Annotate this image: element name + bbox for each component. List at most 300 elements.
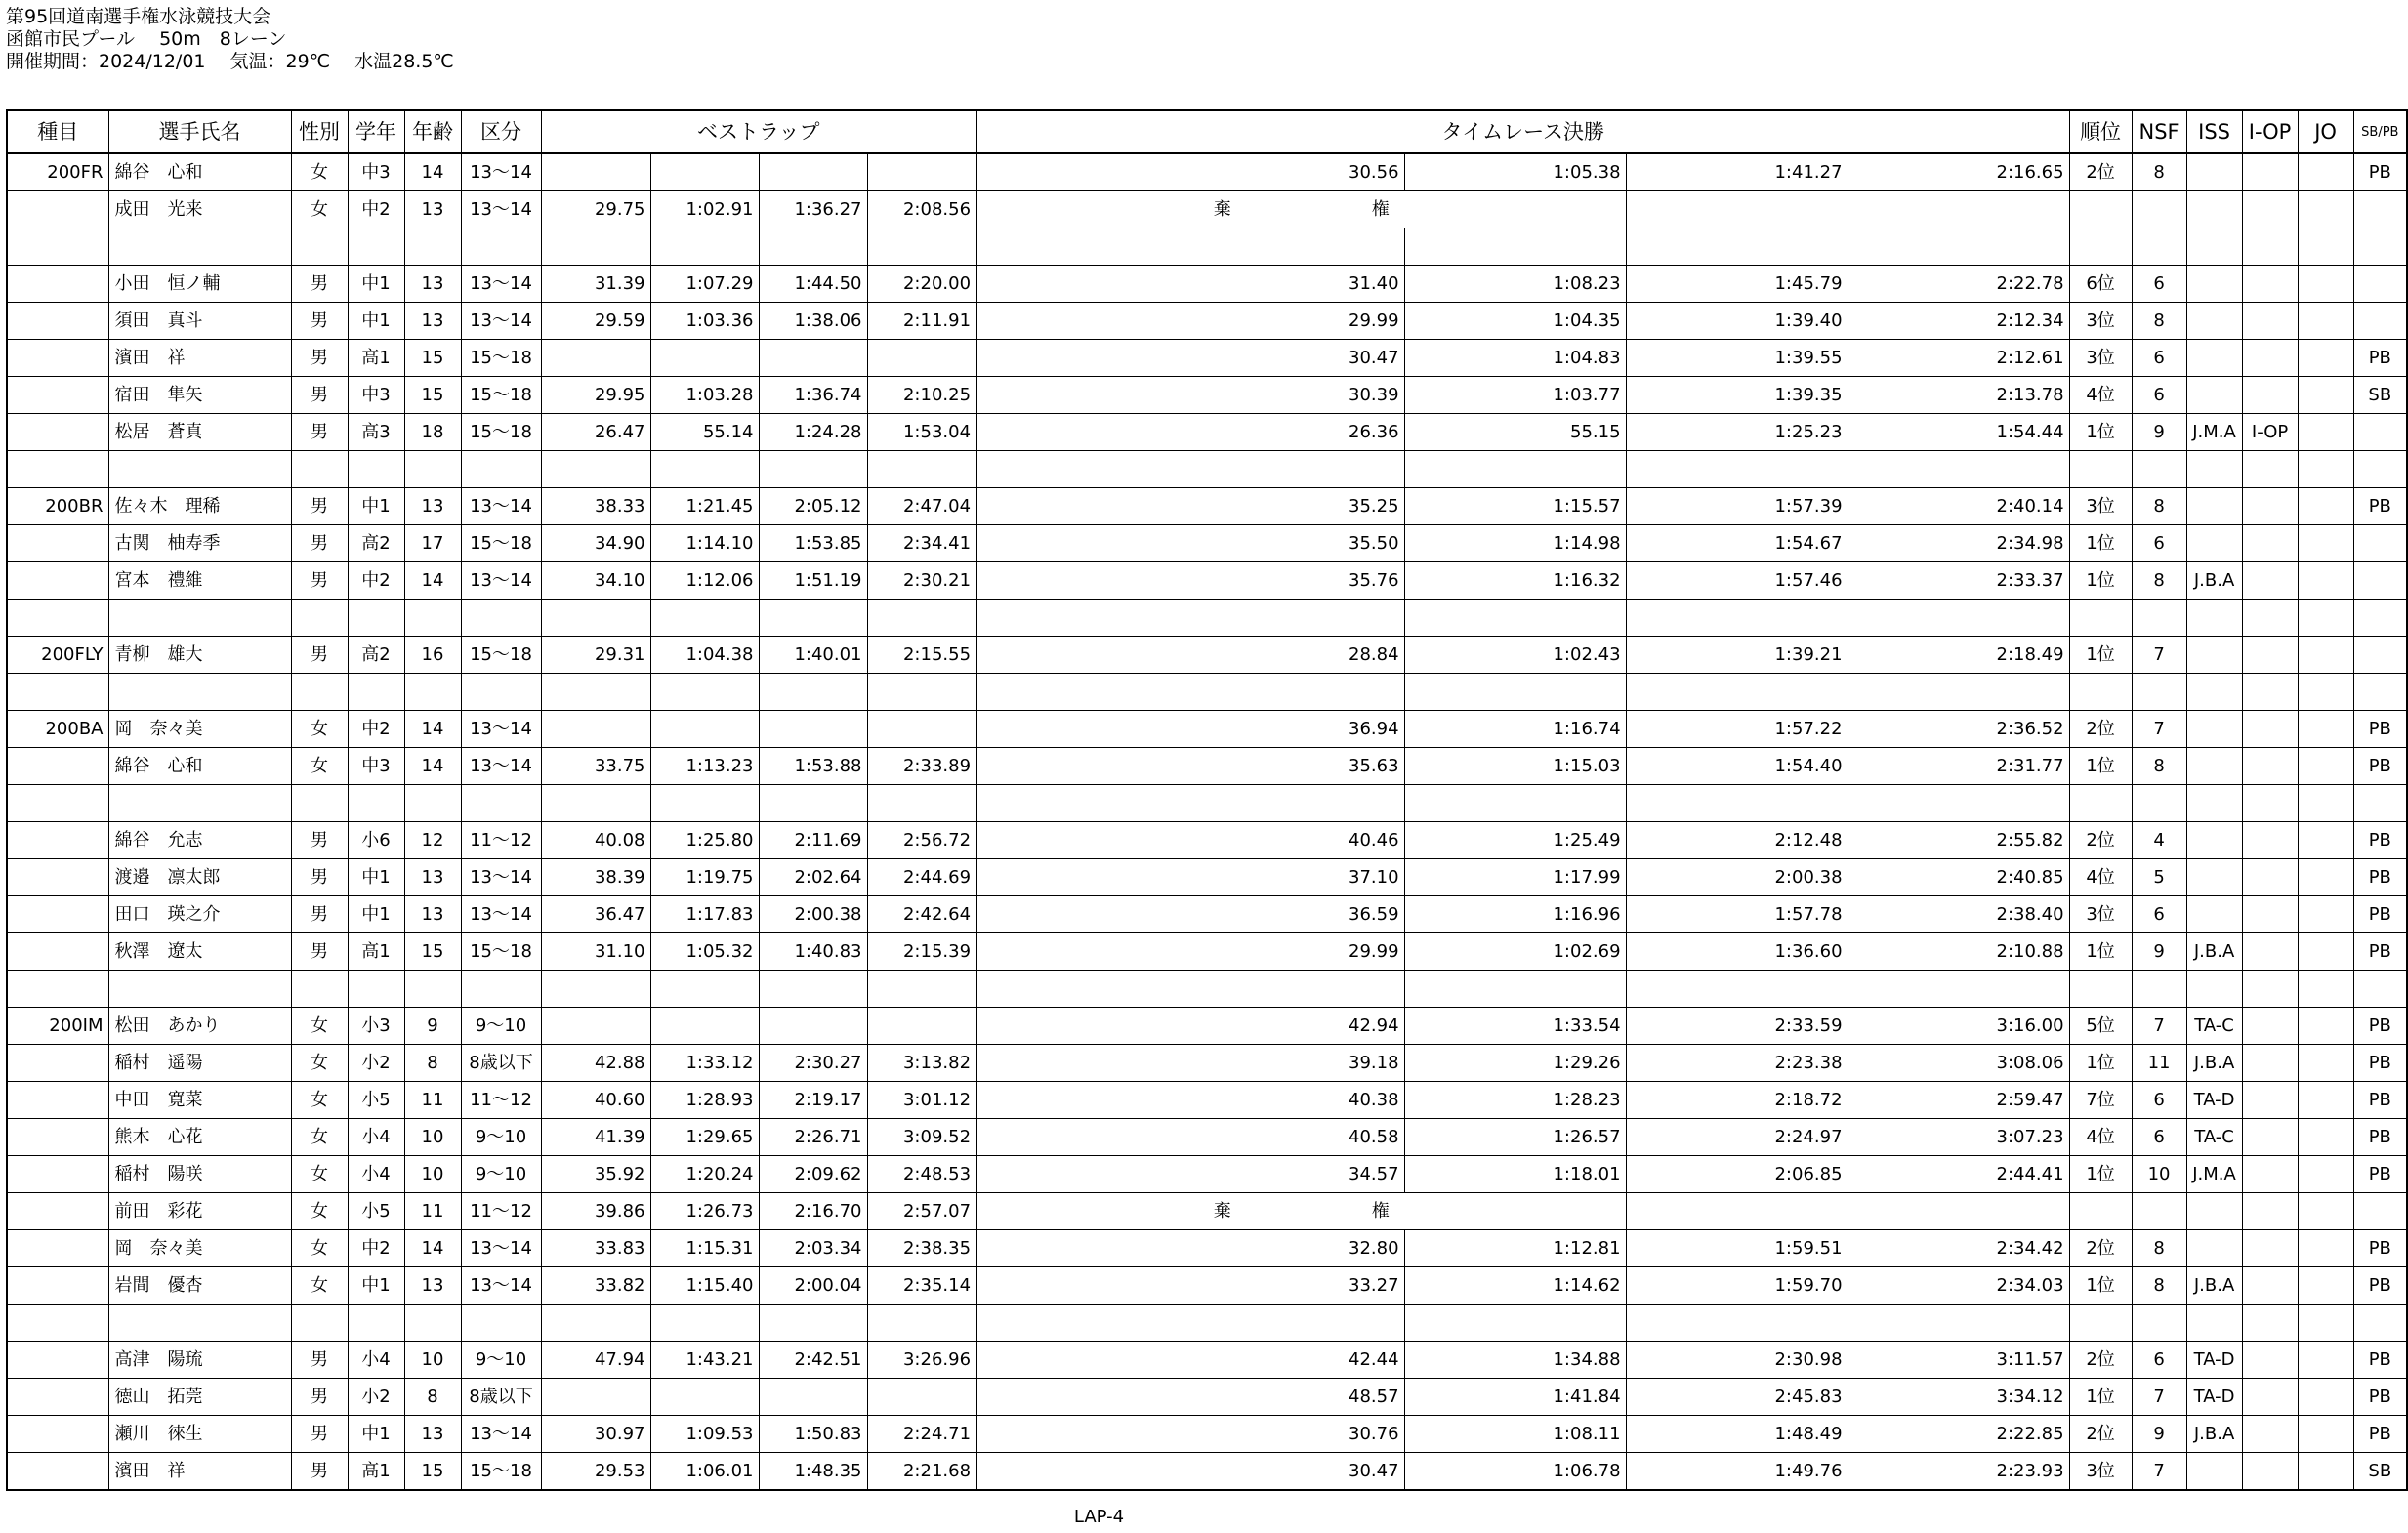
best-lap-split: 29.31: [541, 637, 650, 674]
best-lap-split: [867, 1379, 976, 1416]
best-lap-split: 1:19.75: [650, 859, 759, 896]
empty-cell: [291, 228, 348, 266]
grade-cell: 中1: [348, 859, 404, 896]
empty-cell: [2353, 785, 2407, 822]
empty-cell: [108, 451, 291, 488]
grade-cell: 中1: [348, 896, 404, 933]
best-lap-split: 2:56.72: [867, 822, 976, 859]
final-split: 1:12.81: [1404, 1230, 1626, 1267]
empty-cell: [2132, 971, 2186, 1008]
age-cell: 14: [404, 562, 461, 600]
empty-cell: [759, 600, 867, 637]
rank-cell: 3位: [2069, 1453, 2132, 1491]
event-cell: [7, 1416, 108, 1453]
event-cell: [7, 933, 108, 971]
nsf-cell: 4: [2132, 822, 2186, 859]
swimmer-name: 松居 蒼真: [108, 414, 291, 451]
empty-cell: [2242, 228, 2298, 266]
best-lap-split: 1:53.88: [759, 748, 867, 785]
final-split: 26.36: [976, 414, 1404, 451]
sex-cell: 男: [291, 525, 348, 562]
age-cell: 13: [404, 1267, 461, 1305]
sex-cell: 男: [291, 414, 348, 451]
event-cell: [7, 1193, 108, 1230]
jo-cell: [2298, 1156, 2353, 1193]
best-lap-split: 1:21.45: [650, 488, 759, 525]
empty-cell: [348, 600, 404, 637]
sbpb-cell: PB: [2353, 859, 2407, 896]
empty-cell: [2353, 451, 2407, 488]
best-lap-split: [867, 153, 976, 191]
sex-cell: 男: [291, 488, 348, 525]
final-split: 1:16.96: [1404, 896, 1626, 933]
iss-cell: [2186, 153, 2242, 191]
final-split: [1848, 1193, 2069, 1230]
table-row: [7, 525, 2407, 562]
empty-cell: [461, 600, 541, 637]
best-lap-split: 35.92: [541, 1156, 650, 1193]
final-split: 2:34.03: [1848, 1267, 2069, 1305]
best-lap-split: 1:15.40: [650, 1267, 759, 1305]
nsf-cell: 6: [2132, 1119, 2186, 1156]
sbpb-cell: [2353, 637, 2407, 674]
rank-cell: 2位: [2069, 1416, 2132, 1453]
final-split: 1:54.67: [1626, 525, 1848, 562]
empty-cell: [867, 674, 976, 711]
iss-cell: [2186, 303, 2242, 340]
spacer-row: [7, 971, 2407, 1008]
jo-cell: [2298, 191, 2353, 228]
best-lap-split: 29.95: [541, 377, 650, 414]
empty-cell: [2353, 674, 2407, 711]
swimmer-name: 成田 光来: [108, 191, 291, 228]
grade-cell: 小5: [348, 1193, 404, 1230]
best-lap-split: 29.75: [541, 191, 650, 228]
swimmer-name: 綿谷 心和: [108, 153, 291, 191]
table-row: [7, 711, 2407, 748]
age-cell: 8: [404, 1379, 461, 1416]
final-split: 1:39.21: [1626, 637, 1848, 674]
final-split: 2:12.34: [1848, 303, 2069, 340]
best-lap-split: 2:38.35: [867, 1230, 976, 1267]
division-cell: 8歳以下: [461, 1045, 541, 1082]
empty-cell: [291, 451, 348, 488]
grade-cell: 中2: [348, 1230, 404, 1267]
sbpb-cell: PB: [2353, 711, 2407, 748]
final-split: 42.44: [976, 1342, 1404, 1379]
col-iop: I-OP: [2242, 110, 2298, 153]
final-split: 1:57.78: [1626, 896, 1848, 933]
best-lap-split: 1:29.65: [650, 1119, 759, 1156]
final-split: 39.18: [976, 1045, 1404, 1082]
best-lap-split: 1:02.91: [650, 191, 759, 228]
best-lap-split: 1:25.80: [650, 822, 759, 859]
swimmer-name: 佐々木 理稀: [108, 488, 291, 525]
event-cell: [7, 1379, 108, 1416]
event-cell: 200FLY: [7, 637, 108, 674]
rank-cell: 1位: [2069, 748, 2132, 785]
grade-cell: 小4: [348, 1156, 404, 1193]
iss-cell: [2186, 637, 2242, 674]
division-cell: 13～14: [461, 303, 541, 340]
age-cell: 12: [404, 822, 461, 859]
table-row: [7, 1230, 2407, 1267]
nsf-cell: 8: [2132, 1230, 2186, 1267]
best-lap-split: 1:51.19: [759, 562, 867, 600]
iop-cell: [2242, 488, 2298, 525]
event-cell: [7, 822, 108, 859]
col-iss: ISS: [2186, 110, 2242, 153]
empty-cell: [976, 228, 1404, 266]
empty-cell: [2132, 451, 2186, 488]
final-split: 3:08.06: [1848, 1045, 2069, 1082]
swimmer-name: 松田 あかり: [108, 1008, 291, 1045]
age-cell: 17: [404, 525, 461, 562]
empty-cell: [2186, 785, 2242, 822]
best-lap-split: 2:16.70: [759, 1193, 867, 1230]
best-lap-split: 1:24.28: [759, 414, 867, 451]
best-lap-split: 1:09.53: [650, 1416, 759, 1453]
table-row: [7, 191, 2407, 228]
sex-cell: 女: [291, 191, 348, 228]
final-split: 29.99: [976, 933, 1404, 971]
best-lap-split: 29.59: [541, 303, 650, 340]
division-cell: 15～18: [461, 525, 541, 562]
final-split: 1:03.77: [1404, 377, 1626, 414]
empty-cell: [1404, 785, 1626, 822]
event-cell: [7, 1230, 108, 1267]
empty-cell: [7, 971, 108, 1008]
final-split: 2:10.88: [1848, 933, 2069, 971]
jo-cell: [2298, 1230, 2353, 1267]
nsf-cell: 8: [2132, 1267, 2186, 1305]
iop-cell: [2242, 377, 2298, 414]
best-lap-split: 1:48.35: [759, 1453, 867, 1491]
grade-cell: 中1: [348, 266, 404, 303]
final-split: 1:15.03: [1404, 748, 1626, 785]
swimmer-name: 稲村 遥陽: [108, 1045, 291, 1082]
best-lap-split: [650, 1008, 759, 1045]
final-split: 2:34.42: [1848, 1230, 2069, 1267]
jo-cell: [2298, 822, 2353, 859]
best-lap-split: 1:53.04: [867, 414, 976, 451]
empty-cell: [1404, 228, 1626, 266]
date-weather-line: 開催期間：2024/12/01 気温：29℃ 水温28.5℃: [6, 51, 454, 72]
empty-cell: [404, 451, 461, 488]
best-lap-split: 2:00.38: [759, 896, 867, 933]
rank-cell: 1位: [2069, 414, 2132, 451]
empty-cell: [2069, 971, 2132, 1008]
nsf-cell: 8: [2132, 303, 2186, 340]
best-lap-split: 40.60: [541, 1082, 650, 1119]
empty-cell: [404, 1305, 461, 1342]
empty-cell: [1626, 785, 1848, 822]
empty-cell: [541, 228, 650, 266]
swimmer-name: 綿谷 允志: [108, 822, 291, 859]
event-cell: [7, 1119, 108, 1156]
nsf-cell: 8: [2132, 562, 2186, 600]
sex-cell: 女: [291, 748, 348, 785]
sex-cell: 男: [291, 859, 348, 896]
empty-cell: [108, 971, 291, 1008]
empty-cell: [759, 674, 867, 711]
empty-cell: [461, 971, 541, 1008]
best-lap-split: [541, 1379, 650, 1416]
grade-cell: 中3: [348, 153, 404, 191]
sex-cell: 男: [291, 562, 348, 600]
iop-cell: I-OP: [2242, 414, 2298, 451]
final-split: [1626, 191, 1848, 228]
nsf-cell: 9: [2132, 414, 2186, 451]
final-split: 29.99: [976, 303, 1404, 340]
final-split: 1:57.22: [1626, 711, 1848, 748]
sex-cell: 男: [291, 933, 348, 971]
division-cell: 13～14: [461, 488, 541, 525]
best-lap-split: 2:08.56: [867, 191, 976, 228]
final-split: 2:59.47: [1848, 1082, 2069, 1119]
grade-cell: 中3: [348, 748, 404, 785]
age-cell: 9: [404, 1008, 461, 1045]
sex-cell: 女: [291, 1193, 348, 1230]
grade-cell: 中2: [348, 711, 404, 748]
empty-cell: [2242, 971, 2298, 1008]
nsf-cell: [2132, 191, 2186, 228]
swimmer-name: 小田 恒ノ輔: [108, 266, 291, 303]
empty-cell: [759, 1305, 867, 1342]
best-lap-split: 1:36.27: [759, 191, 867, 228]
final-split: [1626, 1193, 1848, 1230]
rank-cell: 1位: [2069, 525, 2132, 562]
age-cell: 10: [404, 1342, 461, 1379]
sbpb-cell: PB: [2353, 1342, 2407, 1379]
swimmer-name: 岡 奈々美: [108, 711, 291, 748]
iop-cell: [2242, 822, 2298, 859]
best-lap-split: 1:15.31: [650, 1230, 759, 1267]
sbpb-cell: [2353, 525, 2407, 562]
rank-cell: 1位: [2069, 1379, 2132, 1416]
iss-cell: [2186, 1453, 2242, 1491]
event-cell: [7, 266, 108, 303]
event-cell: [7, 1267, 108, 1305]
age-cell: 13: [404, 488, 461, 525]
best-lap-split: 2:10.25: [867, 377, 976, 414]
empty-cell: [348, 451, 404, 488]
nsf-cell: 6: [2132, 896, 2186, 933]
grade-cell: 中1: [348, 303, 404, 340]
swimmer-name: 岡 奈々美: [108, 1230, 291, 1267]
rank-cell: 1位: [2069, 1045, 2132, 1082]
best-lap-split: 34.90: [541, 525, 650, 562]
empty-cell: [2298, 785, 2353, 822]
event-cell: 200BA: [7, 711, 108, 748]
nsf-cell: 6: [2132, 1082, 2186, 1119]
division-cell: 15～18: [461, 933, 541, 971]
best-lap-split: [759, 340, 867, 377]
best-lap-split: 2:44.69: [867, 859, 976, 896]
final-split: 2:38.40: [1848, 896, 2069, 933]
empty-cell: [1626, 674, 1848, 711]
grade-cell: 中2: [348, 562, 404, 600]
best-lap-split: 3:13.82: [867, 1045, 976, 1082]
best-lap-split: [650, 340, 759, 377]
best-lap-split: 38.39: [541, 859, 650, 896]
final-split: 2:40.85: [1848, 859, 2069, 896]
age-cell: 15: [404, 1453, 461, 1491]
final-split: 1:41.27: [1626, 153, 1848, 191]
final-split: 1:39.40: [1626, 303, 1848, 340]
sex-cell: 男: [291, 1379, 348, 1416]
empty-cell: [2132, 785, 2186, 822]
empty-cell: [976, 1305, 1404, 1342]
final-split: 42.94: [976, 1008, 1404, 1045]
sex-cell: 女: [291, 1045, 348, 1082]
col-division: 区分: [461, 110, 541, 153]
nsf-cell: 10: [2132, 1156, 2186, 1193]
spacer-row: [7, 1305, 2407, 1342]
empty-cell: [1848, 600, 2069, 637]
age-cell: 14: [404, 1230, 461, 1267]
final-split: 37.10: [976, 859, 1404, 896]
final-split: 1:54.40: [1626, 748, 1848, 785]
best-lap-split: [759, 711, 867, 748]
nsf-cell: 6: [2132, 1342, 2186, 1379]
nsf-cell: 8: [2132, 748, 2186, 785]
final-split: 33.27: [976, 1267, 1404, 1305]
grade-cell: 小4: [348, 1119, 404, 1156]
sex-cell: 女: [291, 1119, 348, 1156]
age-cell: 16: [404, 637, 461, 674]
empty-cell: [461, 785, 541, 822]
empty-cell: [650, 971, 759, 1008]
best-lap-split: 2:05.12: [759, 488, 867, 525]
iop-cell: [2242, 1379, 2298, 1416]
sbpb-cell: PB: [2353, 896, 2407, 933]
best-lap-split: 1:40.83: [759, 933, 867, 971]
best-lap-split: 2:30.21: [867, 562, 976, 600]
nsf-cell: 6: [2132, 377, 2186, 414]
empty-cell: [348, 971, 404, 1008]
division-cell: 13～14: [461, 191, 541, 228]
rank-cell: 2位: [2069, 822, 2132, 859]
empty-cell: [2242, 785, 2298, 822]
final-split: 3:11.57: [1848, 1342, 2069, 1379]
iss-cell: [2186, 1193, 2242, 1230]
col-name: 選手氏名: [108, 110, 291, 153]
empty-cell: [541, 785, 650, 822]
best-lap-split: 1:03.28: [650, 377, 759, 414]
best-lap-split: 2:42.51: [759, 1342, 867, 1379]
division-cell: 13～14: [461, 748, 541, 785]
division-cell: 8歳以下: [461, 1379, 541, 1416]
rank-cell: 1位: [2069, 637, 2132, 674]
grade-cell: 中1: [348, 1416, 404, 1453]
final-split: 30.56: [976, 153, 1404, 191]
division-cell: 9～10: [461, 1156, 541, 1193]
iop-cell: [2242, 1119, 2298, 1156]
best-lap-split: 1:28.93: [650, 1082, 759, 1119]
best-lap-split: [759, 153, 867, 191]
sbpb-cell: SB: [2353, 377, 2407, 414]
jo-cell: [2298, 1267, 2353, 1305]
grade-cell: 高2: [348, 637, 404, 674]
table-row: [7, 1119, 2407, 1156]
age-cell: 14: [404, 153, 461, 191]
empty-cell: [348, 1305, 404, 1342]
empty-cell: [541, 971, 650, 1008]
jo-cell: [2298, 859, 2353, 896]
final-split: 35.76: [976, 562, 1404, 600]
iop-cell: [2242, 303, 2298, 340]
best-lap-split: 55.14: [650, 414, 759, 451]
empty-cell: [1848, 785, 2069, 822]
sex-cell: 男: [291, 377, 348, 414]
rank-cell: 2位: [2069, 153, 2132, 191]
empty-cell: [348, 228, 404, 266]
final-split: 1:26.57: [1404, 1119, 1626, 1156]
best-lap-split: [867, 711, 976, 748]
swimmer-name: 瀬川 徠生: [108, 1416, 291, 1453]
final-split: 3:34.12: [1848, 1379, 2069, 1416]
final-split: 35.50: [976, 525, 1404, 562]
best-lap-split: [867, 340, 976, 377]
event-cell: [7, 303, 108, 340]
final-split: 2:40.14: [1848, 488, 2069, 525]
sex-cell: 女: [291, 1082, 348, 1119]
swimmer-name: 前田 彩花: [108, 1193, 291, 1230]
best-lap-split: 31.10: [541, 933, 650, 971]
col-grade: 学年: [348, 110, 404, 153]
empty-cell: [7, 600, 108, 637]
jo-cell: [2298, 1342, 2353, 1379]
iss-cell: [2186, 859, 2242, 896]
grade-cell: 高2: [348, 525, 404, 562]
sbpb-cell: [2353, 562, 2407, 600]
age-cell: 13: [404, 859, 461, 896]
col-rank: 順位: [2069, 110, 2132, 153]
table-row: [7, 1416, 2407, 1453]
empty-cell: [759, 785, 867, 822]
empty-cell: [7, 1305, 108, 1342]
age-cell: 18: [404, 414, 461, 451]
swimmer-name: 綿谷 心和: [108, 748, 291, 785]
empty-cell: [2132, 1305, 2186, 1342]
jo-cell: [2298, 1193, 2353, 1230]
division-cell: 13～14: [461, 1416, 541, 1453]
iop-cell: [2242, 153, 2298, 191]
grade-cell: 小2: [348, 1379, 404, 1416]
empty-cell: [1626, 600, 1848, 637]
sbpb-cell: PB: [2353, 1082, 2407, 1119]
best-lap-split: 2:57.07: [867, 1193, 976, 1230]
best-lap-split: [541, 340, 650, 377]
empty-cell: [759, 228, 867, 266]
table-row: [7, 748, 2407, 785]
final-split: 2:00.38: [1626, 859, 1848, 896]
jo-cell: [2298, 1082, 2353, 1119]
empty-cell: [1848, 1305, 2069, 1342]
final-split: 2:33.59: [1626, 1008, 1848, 1045]
iop-cell: [2242, 896, 2298, 933]
empty-cell: [1404, 451, 1626, 488]
iss-cell: [2186, 748, 2242, 785]
iss-cell: J.M.A: [2186, 414, 2242, 451]
iss-cell: J.B.A: [2186, 933, 2242, 971]
iss-cell: J.M.A: [2186, 1156, 2242, 1193]
age-cell: 10: [404, 1156, 461, 1193]
table-row: [7, 1156, 2407, 1193]
age-cell: 14: [404, 711, 461, 748]
grade-cell: 小5: [348, 1082, 404, 1119]
